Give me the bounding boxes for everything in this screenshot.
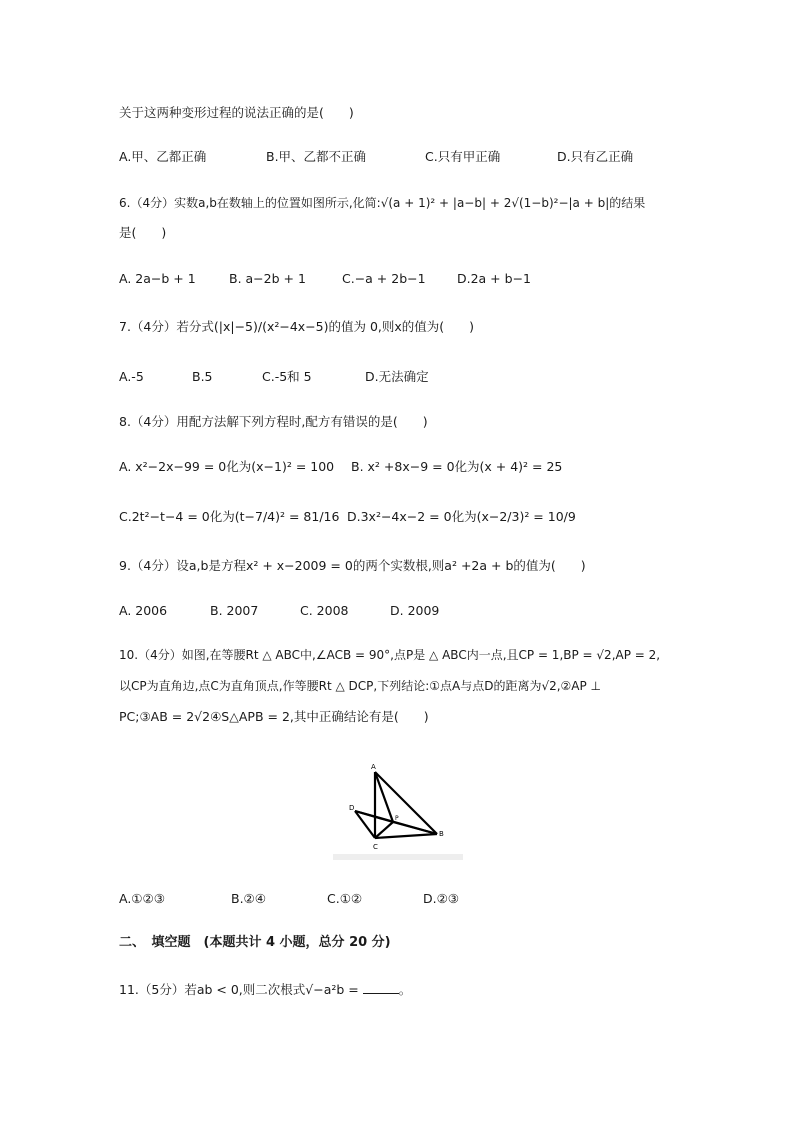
- section-heading: 二、 填空题 (本题共计 4 小题，总分 20 分): [119, 935, 391, 950]
- q10-option-d[interactable]: D.②③: [423, 891, 460, 906]
- q11-stem-end: 。: [398, 982, 412, 997]
- q10-stem-line3: PC;③AB = 2√2④S△APB = 2,其中正确结论有是( ): [119, 709, 429, 724]
- q8-option-b[interactable]: B. x² +8x−9 = 0化为(x + 4)² = 25: [351, 459, 563, 474]
- q8-stem: 8.（4分）用配方法解下列方程时,配方有错误的是( ): [119, 414, 428, 429]
- q7-option-b[interactable]: B.5: [192, 369, 213, 384]
- q7-stem: 7.（4分）若分式(|x|−5)/(x²−4x−5)的值为 0,则x的值为( ): [119, 319, 475, 334]
- q9-stem: 9.（4分）设a,b是方程x² + x−2009 = 0的两个实数根,则a² +2a + b的值为( ): [119, 558, 586, 573]
- q5-option-c[interactable]: C.只有甲正确: [425, 149, 501, 164]
- q5-stem: 关于这两种变形过程的说法正确的是( ): [119, 105, 354, 120]
- q8-option-c[interactable]: C.2t²−t−4 = 0化为(t−7/4)² = 81/16: [119, 509, 340, 524]
- q11-stem-text: 11.（5分）若ab < 0,则二次根式√−a²b =: [119, 982, 359, 997]
- q7-option-d[interactable]: D.无法确定: [365, 369, 429, 384]
- q7-option-c[interactable]: C.-5和 5: [262, 369, 312, 384]
- q9-option-a[interactable]: A. 2006: [119, 603, 168, 618]
- q10-stem-line1: 10.（4分）如图,在等腰Rt △ ABC中,∠ACB = 90°,点P是 △ ABC内一点,且CP = 1,BP = √2,AP = 2,: [119, 648, 661, 662]
- q6-option-a[interactable]: A. 2a−b + 1: [119, 271, 196, 286]
- label-p: P: [395, 815, 399, 822]
- segment-cb: [375, 834, 437, 838]
- q11-stem: [119, 981, 411, 999]
- q10-option-a[interactable]: A.①②③: [119, 891, 165, 906]
- triangle-figure: [333, 760, 463, 862]
- figure-baseline-shadow: [333, 854, 463, 860]
- q8-option-d[interactable]: D.3x²−4x−2 = 0化为(x−2/3)² = 10/9: [347, 509, 576, 524]
- q9-option-c[interactable]: C. 2008: [300, 603, 349, 618]
- q8-option-a[interactable]: A. x²−2x−99 = 0化为(x−1)² = 100: [119, 459, 335, 474]
- q9-option-b[interactable]: B. 2007: [210, 603, 259, 618]
- q6-option-b[interactable]: B. a−2b + 1: [229, 271, 306, 286]
- label-a: A: [371, 763, 376, 771]
- q9-option-d[interactable]: D. 2009: [390, 603, 440, 618]
- q5-option-d[interactable]: D.只有乙正确: [557, 149, 634, 164]
- q7-option-a[interactable]: A.-5: [119, 369, 144, 384]
- q6-stem-line2: 是( ): [119, 225, 167, 240]
- label-c: C: [373, 843, 378, 851]
- q11-answer-blank[interactable]: [363, 981, 399, 994]
- q6-stem-line1: 6.（4分）实数a,b在数轴上的位置如图所示,化简:√(a + 1)² + |a−b| + 2√(1−b)²−|a + b|的结果: [119, 196, 646, 210]
- q10-option-b[interactable]: B.②④: [231, 891, 266, 906]
- label-d: D: [349, 804, 355, 812]
- segment-cp: [375, 822, 393, 838]
- q5-option-b[interactable]: B.甲、乙都不正确: [266, 149, 367, 164]
- label-b: B: [439, 830, 444, 838]
- q10-stem-line2: 以CP为直角边,点C为直角顶点,作等腰Rt △ DCP,下列结论:①点A与点D的距离为√2,②AP ⊥: [119, 679, 602, 693]
- q6-option-d[interactable]: D.2a + b−1: [457, 271, 531, 286]
- q10-option-c[interactable]: C.①②: [327, 891, 363, 906]
- q5-option-a[interactable]: A.甲、乙都正确: [119, 149, 207, 164]
- q6-option-c[interactable]: C.−a + 2b−1: [342, 271, 426, 286]
